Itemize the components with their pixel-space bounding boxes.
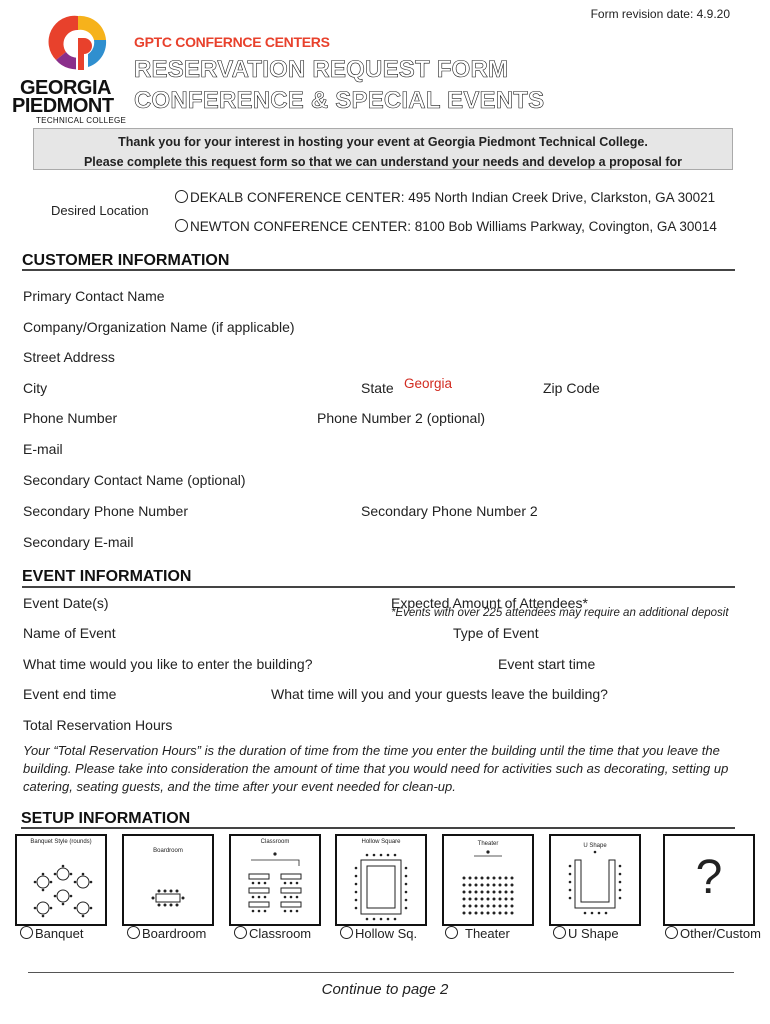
continue-note: Continue to page 2 xyxy=(321,981,449,998)
radio-icon[interactable] xyxy=(553,926,566,939)
setup-theater-diagram: Theater xyxy=(442,834,534,926)
total-hours-note: Your “Total Reservation Hours” is the duration of time from the time you enter the building until the time that you leave the building. Please take into consideration the amount of time that you would need for activities such as decorating, setting up catering, seating guests, and the time after your event needed for clean-up. xyxy=(23,743,729,794)
secondary-contact-field[interactable]: Secondary Contact Name (optional) xyxy=(23,472,246,488)
event-name-field[interactable]: Name of Event xyxy=(23,625,116,641)
secondary-email-field[interactable]: Secondary E-mail xyxy=(23,534,134,550)
setup-option-u-shape[interactable]: U Shape xyxy=(553,926,619,941)
city-field[interactable]: City xyxy=(23,380,48,396)
event-type-field[interactable]: Type of Event xyxy=(453,625,539,641)
end-time-field[interactable]: Event end time xyxy=(23,686,117,702)
theater-rows-icon xyxy=(444,836,532,924)
start-time-field[interactable]: Event start time xyxy=(498,656,596,672)
revision-date: Form revision date: 4.9.20 xyxy=(590,7,730,21)
classroom-rows-icon xyxy=(231,836,319,924)
logo-line-piedmont: PIEDMONT xyxy=(12,95,114,117)
desired-location-label: Desired Location xyxy=(51,203,149,218)
state-label: State xyxy=(361,380,394,396)
state-value[interactable]: Georgia xyxy=(404,376,453,391)
radio-icon[interactable] xyxy=(340,926,353,939)
radio-icon[interactable] xyxy=(665,926,678,939)
section-divider xyxy=(22,269,735,271)
event-dates-field[interactable]: Event Date(s) xyxy=(23,595,109,611)
setup-other-diagram xyxy=(663,834,755,926)
customer-info-heading: CUSTOMER INFORMATION xyxy=(22,252,230,269)
zip-code-field[interactable]: Zip Code xyxy=(543,380,600,396)
setup-info-heading: SETUP INFORMATION xyxy=(21,810,191,827)
logo-line-georgia: GEORGIA xyxy=(20,77,111,99)
footer-divider xyxy=(28,972,734,973)
secondary-phone-field[interactable]: Secondary Phone Number xyxy=(23,503,188,519)
company-field[interactable]: Company/Organization Name (if applicable) xyxy=(23,319,295,335)
section-divider xyxy=(22,586,735,588)
attendees-note: *Events with over 225 attendees may require an additional deposit xyxy=(391,607,729,619)
question-mark-icon: ? xyxy=(695,851,723,904)
secondary-phone-2-field[interactable]: Secondary Phone Number 2 xyxy=(361,503,538,519)
event-info-heading: EVENT INFORMATION xyxy=(22,568,192,585)
brand-subtitle: GPTC CONFERNCE CENTERS xyxy=(134,34,330,50)
radio-icon[interactable] xyxy=(175,190,188,203)
setup-hollow-square-diagram: Hollow Square xyxy=(335,834,427,926)
setup-option-classroom[interactable]: Classroom xyxy=(234,926,311,941)
boardroom-table-icon xyxy=(124,836,212,924)
email-field[interactable]: E-mail xyxy=(23,441,63,457)
setup-boardroom-diagram: Boardroom xyxy=(122,834,214,926)
leave-time-field[interactable]: What time will you and your guests leave the building? xyxy=(271,686,608,702)
setup-classroom-diagram: Classroom xyxy=(229,834,321,926)
enter-time-field[interactable]: What time would you like to enter the building? xyxy=(23,656,313,672)
phone-number-2-field[interactable]: Phone Number 2 (optional) xyxy=(317,410,486,426)
gptc-logo-icon xyxy=(48,10,112,78)
setup-option-theater[interactable]: Theater xyxy=(445,926,510,941)
form-title-line2: CONFERENCE & SPECIAL EVENTS xyxy=(134,87,545,114)
radio-icon[interactable] xyxy=(175,219,188,232)
setup-option-banquet[interactable]: Banquet xyxy=(20,926,83,941)
setup-u-shape-diagram: U Shape xyxy=(549,834,641,926)
setup-option-other[interactable]: Other/Custom xyxy=(665,926,761,941)
location-option-newton[interactable]: NEWTON CONFERENCE CENTER: 8100 Bob Williams Parkway, Covington, GA 30014 xyxy=(175,219,717,234)
hollow-square-icon xyxy=(337,836,425,924)
setup-banquet-diagram: Banquet Style (rounds) xyxy=(15,834,107,926)
location-option-dekalb[interactable]: DEKALB CONFERENCE CENTER: 495 North Indian Creek Drive, Clarkston, GA 30021 xyxy=(175,190,715,205)
intro-line1: Thank you for your interest in hosting your event at Georgia Piedmont Technical College. xyxy=(118,135,648,149)
street-address-field[interactable]: Street Address xyxy=(23,349,115,365)
total-hours-field[interactable]: Total Reservation Hours xyxy=(23,717,173,733)
intro-banner xyxy=(33,128,733,170)
radio-icon[interactable] xyxy=(127,926,140,939)
logo-line-technical: TECHNICAL COLLEGE xyxy=(36,116,127,125)
radio-icon[interactable] xyxy=(20,926,33,939)
radio-icon[interactable] xyxy=(445,926,458,939)
primary-contact-field[interactable]: Primary Contact Name xyxy=(23,288,165,304)
u-shape-icon xyxy=(551,836,639,924)
intro-line2: Please complete this request form so that we can understand your needs and develop a proposal for xyxy=(83,155,683,169)
banquet-rounds-icon xyxy=(17,836,105,924)
setup-option-hollow-square[interactable]: Hollow Sq. xyxy=(340,926,417,941)
form-title-line1: RESERVATION REQUEST FORM xyxy=(134,56,509,83)
attendees-field[interactable]: Expected Amount of Attendees* xyxy=(391,595,588,611)
setup-option-boardroom[interactable]: Boardroom xyxy=(127,926,206,941)
phone-number-field[interactable]: Phone Number xyxy=(23,410,118,426)
radio-icon[interactable] xyxy=(234,926,247,939)
section-divider xyxy=(21,827,735,829)
